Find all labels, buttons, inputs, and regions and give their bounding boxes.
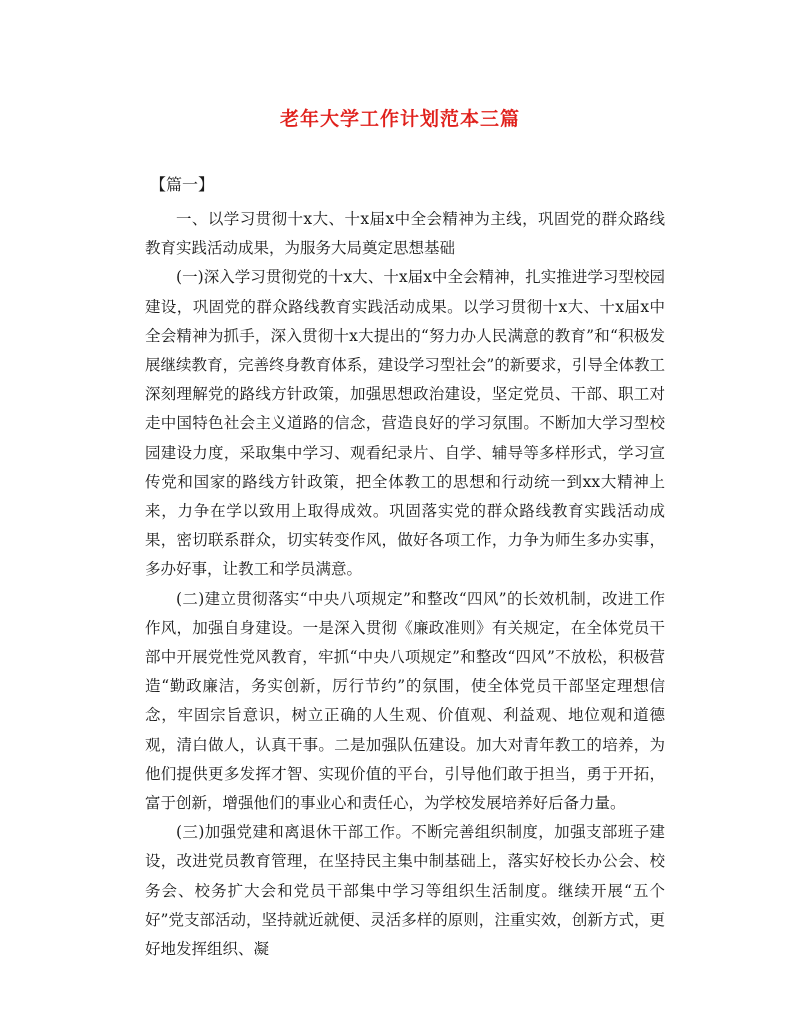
paragraph-3: (三)加强党建和离退休干部工作。不断完善组织制度，加强支部班子建设，改进党员教育管理，在坚持民主集中制基础上，落实好校长办公会、校务会、校务扩大会和党员干部集中学习等组织生活制度。继续开展“五个好”党支部活动，坚持就近就便、灵活多样的原则，注重实效，创新方式，更好地发挥组织、凝 (145, 823, 665, 959)
paragraph-heading-1: 一、以学习贯彻十x大、十x届x中全会精神为主线，巩固党的群众路线教育实践活动成果，为服务大局奠定思想基础 (145, 210, 665, 258)
paragraph-1: (一)深入学习贯彻党的十x大、十x届x中全会精神，扎实推进学习型校园建设，巩固党的群众路线教育实践活动成果。以学习贯彻十x大、十x届x中全会精神为抓手，深入贯彻十x大提出的“努力办人民满意的教育”和“积极发展继续教育，完善终身教育体系，建设学习型社会”的新要求，引导全体教工深刻理解党的路线方针政策，加强思想政治建设，坚定党员、干部、职工对走中国特色社会主义道路的信念，营造良好的学习氛围。不断加大学习型校园建设力度，采取集中学习、观看纪录片、自学、辅导等多样形式，学习宣传党和国家的路线方针政策，把全体教工的思想和行动统一到xx大精神上来，力争在学以致用上取得成效。巩固落实党的群众路线教育实践活动成果，密切联系群众，切实转变作风，做好各项工作，力争为师生多办实事，多办好事，让教工和学员满意。 (145, 268, 665, 579)
paragraph-2: (二)建立贯彻落实“中央八项规定”和整改“四风”的长效机制，改进工作作风，加强自身建设。一是深入贯彻《廉政准则》有关规定，在全体党员干部中开展党性党风教育，牢抓“中央八项规定”和整改“四风”不放松，积极营造“勤政廉洁，务实创新，厉行节约”的氛围，使全体党员干部坚定理想信念，牢固宗旨意识，树立正确的人生观、价值观、利益观、地位观和道德观，清白做人，认真干事。二是加强队伍建设。加大对青年教工的培养，为他们提供更多发挥才智、实现价值的平台，引导他们敢于担当，勇于开拓，富于创新，增强他们的事业心和责任心，为学校发展培养好后备力量。 (145, 589, 665, 813)
document-body (145, 205, 665, 964)
section-label: 【篇一】 (150, 175, 215, 194)
document-title: 老年大学工作计划范本三篇 (279, 108, 520, 130)
